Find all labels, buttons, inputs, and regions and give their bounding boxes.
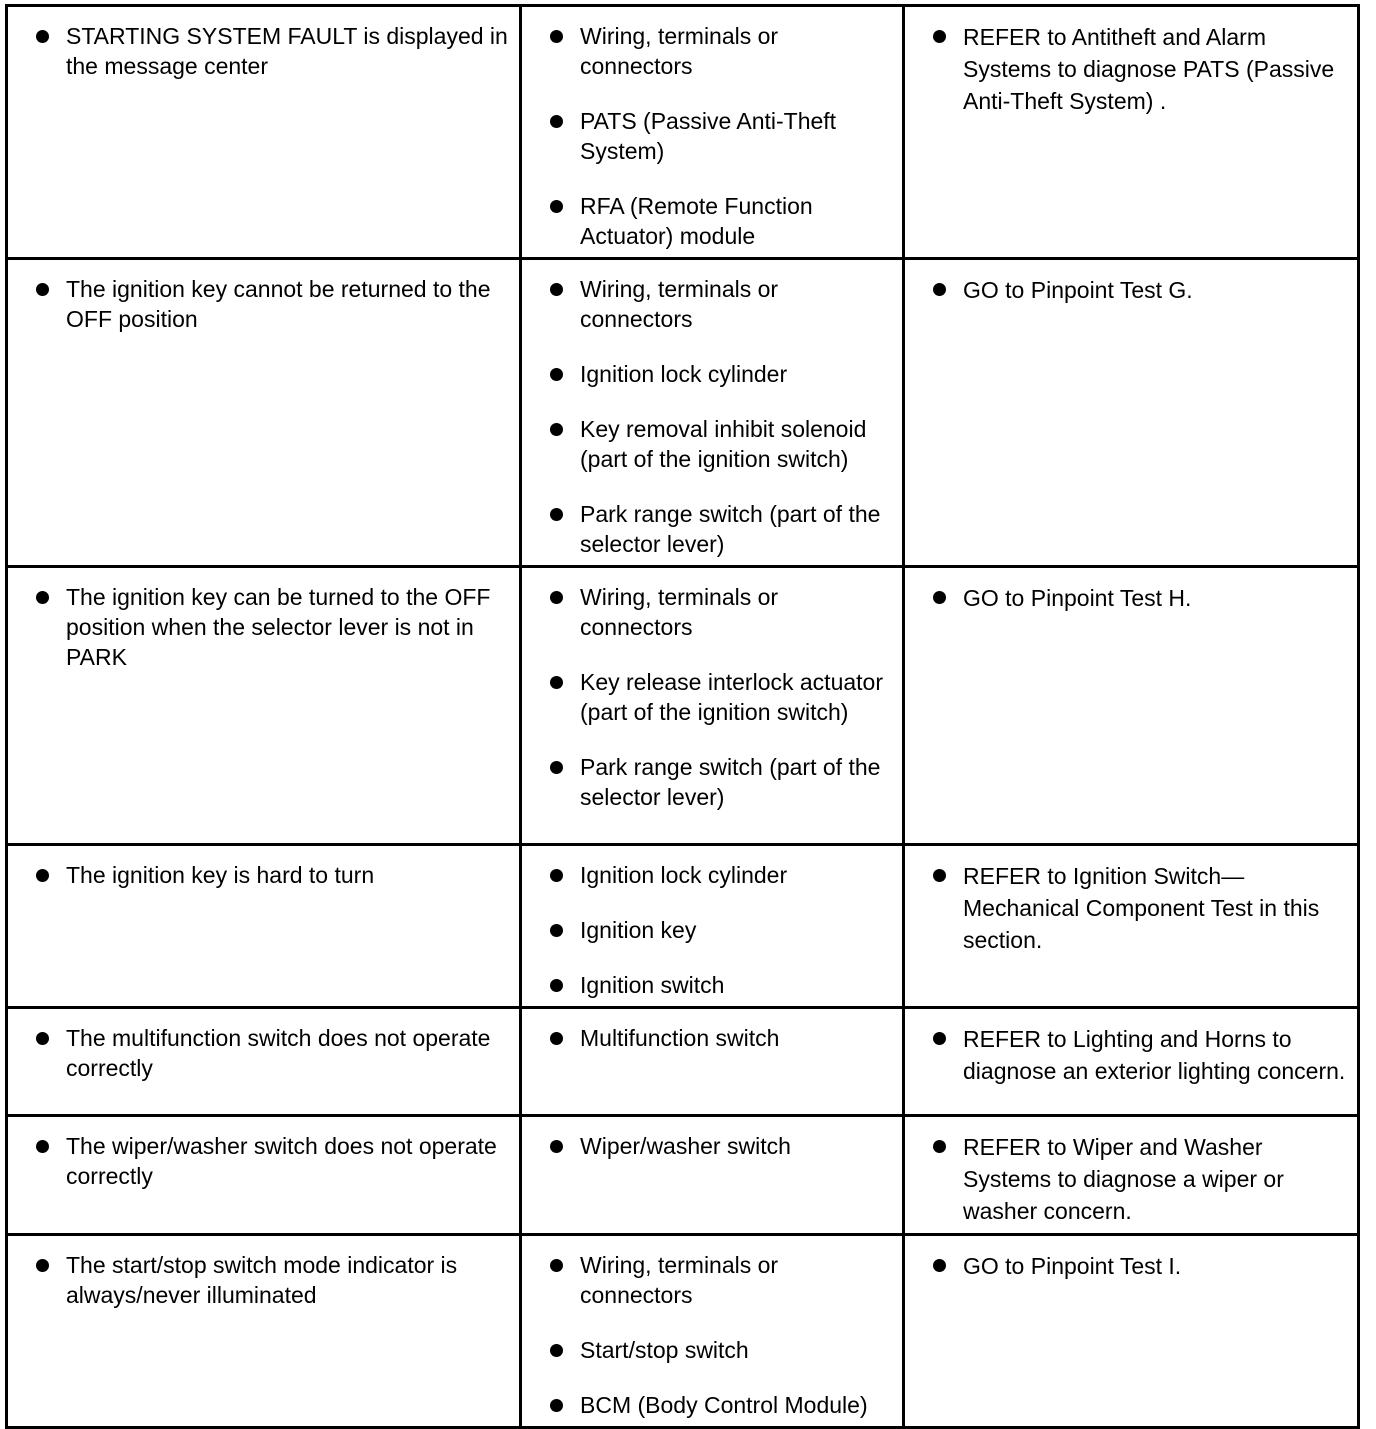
bullet-icon xyxy=(933,1140,946,1153)
list-item xyxy=(931,582,1347,614)
list-item-text: Ignition lock cylinder xyxy=(580,862,788,888)
list-item xyxy=(548,860,892,890)
bullet-icon xyxy=(550,30,563,43)
bullet-list xyxy=(34,1131,509,1191)
list-item-text: Wiring, terminals or connectors xyxy=(580,23,779,79)
action-cell xyxy=(904,1235,1359,1428)
bullet-icon xyxy=(550,423,563,436)
possible-source-cell xyxy=(521,845,904,1008)
bullet-icon xyxy=(550,761,563,774)
bullet-list xyxy=(931,1131,1347,1227)
list-item xyxy=(548,191,892,251)
possible-source-cell xyxy=(521,1116,904,1235)
bullet-icon xyxy=(36,1140,49,1153)
bullet-icon xyxy=(933,1032,946,1045)
bullet-icon xyxy=(36,30,49,43)
list-item xyxy=(548,414,892,474)
list-item-text: Key removal inhibit solenoid (part of the ignition switch) xyxy=(580,416,867,472)
bullet-icon xyxy=(933,1259,946,1272)
list-item xyxy=(931,21,1347,117)
list-item-text: REFER to Lighting and Horns to diagnose an exterior lighting concern. xyxy=(963,1026,1346,1084)
condition-cell xyxy=(7,845,521,1008)
list-item xyxy=(548,1250,892,1310)
list-item-text: Park range switch (part of the selector lever) xyxy=(580,754,881,810)
list-item-text: Wiring, terminals or connectors xyxy=(580,1252,779,1308)
list-item-text: Ignition lock cylinder xyxy=(580,361,788,387)
table-row xyxy=(7,1235,1359,1428)
bullet-list xyxy=(548,1131,892,1161)
bullet-icon xyxy=(36,1032,49,1045)
condition-cell xyxy=(7,567,521,845)
list-item xyxy=(34,582,509,672)
bullet-list xyxy=(548,1023,892,1053)
list-item xyxy=(34,1250,509,1310)
list-item xyxy=(548,582,892,642)
bullet-list xyxy=(931,21,1347,117)
bullet-icon xyxy=(550,200,563,213)
bullet-icon xyxy=(550,676,563,689)
bullet-icon xyxy=(550,869,563,882)
list-item xyxy=(34,1131,509,1191)
list-item-text: Park range switch (part of the selector lever) xyxy=(580,501,881,557)
table-row xyxy=(7,1116,1359,1235)
bullet-list xyxy=(931,860,1347,956)
bullet-icon xyxy=(933,591,946,604)
list-item xyxy=(931,1131,1347,1227)
bullet-list xyxy=(931,1250,1347,1282)
possible-source-cell xyxy=(521,1008,904,1116)
bullet-icon xyxy=(550,1344,563,1357)
list-item xyxy=(548,1023,892,1053)
bullet-icon xyxy=(933,869,946,882)
bullet-list xyxy=(34,582,509,672)
list-item xyxy=(548,915,892,945)
list-item-text: Start/stop switch xyxy=(580,1337,749,1363)
bullet-icon xyxy=(933,283,946,296)
bullet-list xyxy=(548,860,892,1000)
bullet-list xyxy=(548,21,892,251)
bullet-list xyxy=(34,21,509,81)
list-item-text: BCM (Body Control Module) xyxy=(580,1392,868,1418)
action-cell xyxy=(904,6,1359,259)
bullet-list xyxy=(548,1250,892,1420)
condition-cell xyxy=(7,1008,521,1116)
bullet-icon xyxy=(550,1399,563,1412)
bullet-icon xyxy=(550,115,563,128)
possible-source-cell xyxy=(521,1235,904,1428)
bullet-icon xyxy=(550,508,563,521)
list-item-text: The ignition key can be turned to the OFF position when the selector lever is not in PARK xyxy=(66,584,491,670)
table-body xyxy=(7,6,1359,1428)
condition-cell xyxy=(7,1116,521,1235)
possible-source-cell xyxy=(521,259,904,567)
list-item xyxy=(931,860,1347,956)
bullet-icon xyxy=(550,1259,563,1272)
bullet-icon xyxy=(36,1259,49,1272)
bullet-list xyxy=(931,274,1347,306)
list-item-text: GO to Pinpoint Test I. xyxy=(963,1253,1182,1279)
list-item xyxy=(548,106,892,166)
list-item-text: Key release interlock actuator (part of the ignition switch) xyxy=(580,669,883,725)
bullet-list xyxy=(34,1250,509,1310)
condition-cell xyxy=(7,1235,521,1428)
bullet-list xyxy=(548,582,892,812)
list-item-text: Wiring, terminals or connectors xyxy=(580,584,779,640)
bullet-icon xyxy=(550,368,563,381)
list-item-text: The ignition key cannot be returned to the OFF position xyxy=(66,276,491,332)
list-item xyxy=(548,752,892,812)
list-item-text: REFER to Wiper and Washer Systems to diagnose a wiper or washer concern. xyxy=(963,1134,1284,1224)
bullet-list xyxy=(548,274,892,559)
list-item-text: PATS (Passive Anti-Theft System) xyxy=(580,108,837,164)
bullet-icon xyxy=(550,924,563,937)
bullet-list xyxy=(931,582,1347,614)
bullet-icon xyxy=(933,30,946,43)
list-item xyxy=(931,1250,1347,1282)
bullet-list xyxy=(34,274,509,334)
list-item-text: RFA (Remote Function Actuator) module xyxy=(580,193,813,249)
list-item xyxy=(548,499,892,559)
action-cell xyxy=(904,567,1359,845)
table-row xyxy=(7,259,1359,567)
possible-source-cell xyxy=(521,567,904,845)
list-item xyxy=(34,860,509,890)
action-cell xyxy=(904,1008,1359,1116)
action-cell xyxy=(904,1116,1359,1235)
list-item-text: STARTING SYSTEM FAULT is displayed in the message center xyxy=(66,23,508,79)
action-cell xyxy=(904,259,1359,567)
list-item-text: Ignition key xyxy=(580,917,697,943)
list-item xyxy=(34,274,509,334)
list-item xyxy=(548,274,892,334)
list-item-text: The multifunction switch does not operate correctly xyxy=(66,1025,491,1081)
table-row xyxy=(7,6,1359,259)
table-row xyxy=(7,567,1359,845)
bullet-icon xyxy=(550,591,563,604)
possible-source-cell xyxy=(521,6,904,259)
list-item-text: Multifunction switch xyxy=(580,1025,780,1051)
list-item-text: REFER to Antitheft and Alarm Systems to diagnose PATS (Passive Anti-Theft System) . xyxy=(963,24,1335,114)
bullet-list xyxy=(34,1023,509,1083)
list-item-text: The wiper/washer switch does not operate correctly xyxy=(66,1133,497,1189)
condition-cell xyxy=(7,6,521,259)
bullet-list xyxy=(34,860,509,890)
list-item xyxy=(34,1023,509,1083)
table-row xyxy=(7,845,1359,1008)
list-item xyxy=(548,970,892,1000)
bullet-icon xyxy=(550,1140,563,1153)
list-item xyxy=(548,1335,892,1365)
bullet-icon xyxy=(36,869,49,882)
list-item xyxy=(548,1131,892,1161)
list-item xyxy=(34,21,509,81)
table-row xyxy=(7,1008,1359,1116)
list-item xyxy=(548,359,892,389)
list-item-text: The ignition key is hard to turn xyxy=(66,862,375,888)
list-item-text: REFER to Ignition Switch—Mechanical Component Test in this section. xyxy=(963,863,1320,953)
action-cell xyxy=(904,845,1359,1008)
list-item-text: Wiper/washer switch xyxy=(580,1133,791,1159)
list-item-text: GO to Pinpoint Test H. xyxy=(963,585,1192,611)
list-item xyxy=(548,667,892,727)
bullet-icon xyxy=(550,979,563,992)
bullet-list xyxy=(931,1023,1347,1087)
list-item-text: Ignition switch xyxy=(580,972,725,998)
list-item xyxy=(548,21,892,81)
list-item-text: The start/stop switch mode indicator is always/never illuminated xyxy=(66,1252,458,1308)
bullet-icon xyxy=(550,283,563,296)
diagnostic-table xyxy=(5,4,1360,1429)
list-item xyxy=(931,1023,1347,1087)
bullet-icon xyxy=(550,1032,563,1045)
list-item xyxy=(931,274,1347,306)
list-item-text: GO to Pinpoint Test G. xyxy=(963,277,1193,303)
condition-cell xyxy=(7,259,521,567)
bullet-icon xyxy=(36,283,49,296)
bullet-icon xyxy=(36,591,49,604)
list-item-text: Wiring, terminals or connectors xyxy=(580,276,779,332)
list-item xyxy=(548,1390,892,1420)
